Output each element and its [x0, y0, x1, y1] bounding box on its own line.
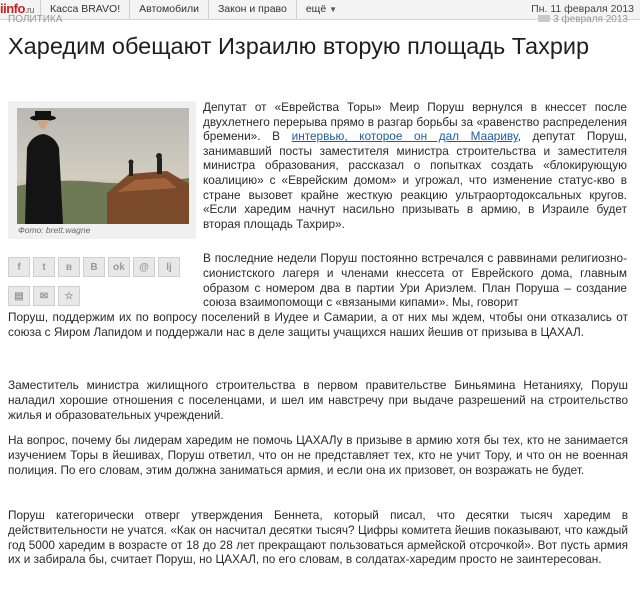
logo-suffix: .ru	[24, 5, 34, 15]
article-paragraph-4: На вопрос, почему бы лидерам харедим не помочь ЦАХАЛу в призыве в армию хотя бы тех, кто не занимается изучением Торы в йешивах, Поруш ответил, что он не представляет тех, кто не учит Тору, и что он не военная полиция. По его словам, этим должна заниматься армия, и если она их призовет, он возражать не будет.	[8, 433, 628, 477]
odnoklassniki-icon[interactable]: ok	[108, 257, 130, 277]
nav-more-label: ещё	[305, 3, 327, 15]
blogger-icon[interactable]: B	[83, 257, 105, 277]
twitter-icon[interactable]: t	[33, 257, 55, 277]
photo-caption: Фото: brett.wagne	[18, 225, 91, 235]
article-paragraph-2-top: В последние недели Поруш постоянно встречался с раввинами религиозно-сионистского лагеря и членами кнессета от Еврейского дома, главным образом с номером два в партии Ури Ариэлем. План Поруша – создание союза взаимопомощи с «вязаными кипами». Мы, говорит	[203, 251, 627, 310]
nav-item-more[interactable]	[296, 0, 346, 19]
mail-icon[interactable]: @	[133, 257, 155, 277]
facebook-icon[interactable]: f	[8, 257, 30, 277]
article-photo[interactable]	[17, 108, 189, 224]
bookmark-icon[interactable]: ☆	[58, 286, 80, 306]
interview-link[interactable]: интервью, которое он дал Маариву	[291, 129, 518, 144]
article-photo-block	[8, 101, 196, 239]
livejournal-icon[interactable]: lj	[158, 257, 180, 277]
share-buttons	[8, 257, 198, 315]
article-paragraph-3: Заместитель министра жилищного строительства в первом правительстве Биньямина Нетанияху, Поруш наладил хорошие отношения с поселенцами, и шел им навстречу при выдаче разрешений на строительство жилья и образовательных учреждений.	[8, 378, 628, 422]
chevron-down-icon: ▼	[329, 5, 338, 14]
print-icon[interactable]: ▤	[8, 286, 30, 306]
top-nav	[40, 0, 346, 19]
nav-item-kassa-bravo[interactable]: Касса BRAVO!	[40, 0, 129, 19]
article-paragraph-2-bottom: Поруш, поддержим их по вопросу поселений в Иудее и Самарии, а от них мы ждем, чтобы они отказались от союза с Яиром Лапидом и поддержали нас в деле защиты учащихся наших йешив от призыва в ЦАХАЛ.	[8, 310, 628, 339]
nav-item-zakon-i-pravo[interactable]: Закон и право	[208, 0, 296, 19]
vk-icon[interactable]: в	[58, 257, 80, 277]
header-date: Пн. 11 февраля 2013	[531, 3, 634, 15]
email-icon[interactable]: ✉	[33, 286, 55, 306]
calendar-icon	[538, 15, 550, 22]
lead-text-2: , депутат Поруш, занимавший посты заместителя министра строительства и заместителя министра образования, рассказал о попытках создать «блокирующую коалицию» с «Еврейским домом» и угрожал, что изменение статус-кво в стране вызовет крайне жесткую реакцию ультраортодоксальных кругов. «Если харедим начнут насильно призывать в армию, в Израиле будет вторая площадь Тахрир».	[203, 129, 627, 231]
article-category[interactable]: ПОЛИТИКА	[8, 14, 63, 25]
article-lead	[203, 100, 627, 231]
article-paragraph-5: Поруш категорически отверг утверждения Беннета, который писал, что десятки тысяч харедим в действительности не учатся. «Как он насчитал десятки тысяч? Цифры комитета йешив показывают, что каждый год 5000 харедим в возрасте от 18 до 28 лет прекращают пользоваться армейской отсрочкой». Вот пусть армия их и забирала бы, считает Поруш, но ЦАХАЛ, по его словам, в солдатах-харедим просто не заинтересован.	[8, 508, 628, 567]
logo-text: iinfo	[0, 1, 25, 16]
nav-item-avtomobili[interactable]: Автомобили	[129, 0, 208, 19]
article-date	[538, 14, 628, 25]
article-meta-bar	[0, 14, 640, 26]
article-date-text: 3 февраля 2013	[553, 14, 628, 25]
lead-text-1: Депутат от «Еврейства Торы» Меир Поруш вернулся в кнессет после двухлетнего перерыва прямо в разгар борьбы за «равенство распределения бремени». В	[203, 100, 627, 144]
article-title: Харедим обещают Израилю вторую площадь Тахрир	[8, 33, 590, 59]
